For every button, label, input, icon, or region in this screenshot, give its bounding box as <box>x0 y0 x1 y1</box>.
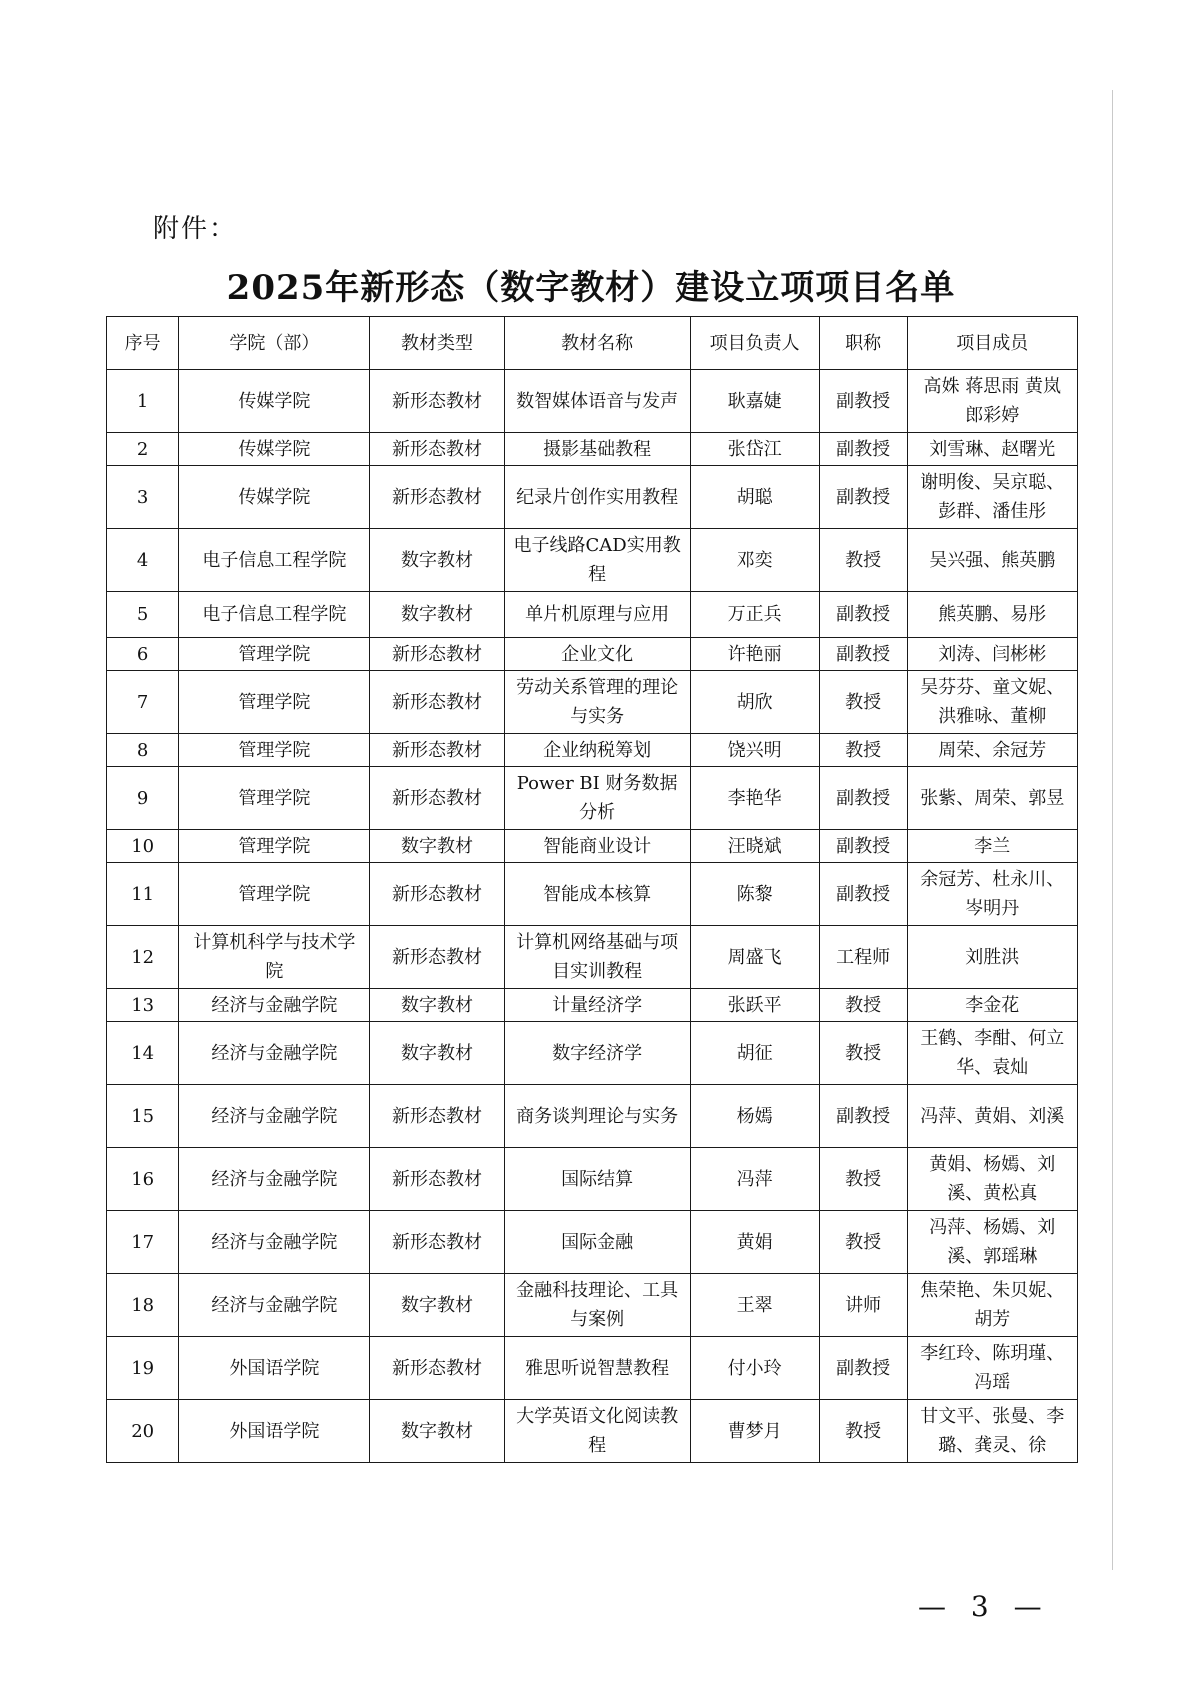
cell-job-title: 教授 <box>819 1022 907 1085</box>
table-row <box>107 1274 1078 1337</box>
cell-material-type: 新形态教材 <box>370 1211 504 1274</box>
cell-project-members: 张紫、周荣、郭昱 <box>907 767 1077 830</box>
cell-job-title: 副教授 <box>819 1337 907 1400</box>
cell-project-members: 李兰 <box>907 830 1077 863</box>
cell-project-leader: 李艳华 <box>690 767 819 830</box>
table-row <box>107 1400 1078 1463</box>
cell-material-type: 新形态教材 <box>370 767 504 830</box>
table-row <box>107 767 1078 830</box>
table-row <box>107 1337 1078 1400</box>
cell-project-leader: 汪晓斌 <box>690 830 819 863</box>
cell-job-title: 副教授 <box>819 830 907 863</box>
cell-index: 20 <box>107 1400 179 1463</box>
cell-job-title: 教授 <box>819 989 907 1022</box>
cell-project-leader: 曹梦月 <box>690 1400 819 1463</box>
cell-material-name: 企业纳税筹划 <box>504 734 690 767</box>
cell-index: 17 <box>107 1211 179 1274</box>
cell-material-name: 计算机网络基础与项目实训教程 <box>504 926 690 989</box>
cell-material-type: 数字教材 <box>370 1022 504 1085</box>
cell-project-leader: 饶兴明 <box>690 734 819 767</box>
cell-project-leader: 黄娟 <box>690 1211 819 1274</box>
cell-material-name: 智能商业设计 <box>504 830 690 863</box>
table-row <box>107 830 1078 863</box>
cell-material-type: 新形态教材 <box>370 433 504 466</box>
table-row <box>107 1211 1078 1274</box>
table-body <box>107 370 1078 1463</box>
cell-college: 管理学院 <box>179 863 370 926</box>
cell-project-members: 李红玲、陈玥瑾、冯瑶 <box>907 1337 1077 1400</box>
cell-index: 15 <box>107 1085 179 1148</box>
cell-material-type: 新形态教材 <box>370 370 504 433</box>
table-row <box>107 370 1078 433</box>
cell-project-members: 周荣、余冠芳 <box>907 734 1077 767</box>
cell-project-members: 熊英鹏、易彤 <box>907 592 1077 638</box>
cell-material-type: 数字教材 <box>370 1400 504 1463</box>
cell-project-members: 冯萍、杨嫣、刘溪、郭瑶琳 <box>907 1211 1077 1274</box>
cell-college: 外国语学院 <box>179 1337 370 1400</box>
cell-index: 8 <box>107 734 179 767</box>
cell-material-name: Power BI 财务数据分析 <box>504 767 690 830</box>
attachment-label: 附件： <box>153 214 238 244</box>
cell-project-members: 李金花 <box>907 989 1077 1022</box>
cell-index: 2 <box>107 433 179 466</box>
cell-material-type: 数字教材 <box>370 1274 504 1337</box>
cell-college: 管理学院 <box>179 767 370 830</box>
table-row <box>107 863 1078 926</box>
cell-material-type: 新形态教材 <box>370 1085 504 1148</box>
cell-index: 19 <box>107 1337 179 1400</box>
cell-index: 12 <box>107 926 179 989</box>
cell-project-leader: 冯萍 <box>690 1148 819 1211</box>
cell-project-members: 高姝 蒋思雨 黄岚 郎彩婷 <box>907 370 1077 433</box>
table-row <box>107 1022 1078 1085</box>
cell-index: 14 <box>107 1022 179 1085</box>
cell-job-title: 讲师 <box>819 1274 907 1337</box>
cell-material-name: 数字经济学 <box>504 1022 690 1085</box>
cell-project-leader: 陈黎 <box>690 863 819 926</box>
cell-index: 7 <box>107 671 179 734</box>
cell-project-members: 余冠芳、杜永川、岑明丹 <box>907 863 1077 926</box>
cell-college: 电子信息工程学院 <box>179 592 370 638</box>
cell-job-title: 副教授 <box>819 767 907 830</box>
table-row <box>107 989 1078 1022</box>
cell-job-title: 副教授 <box>819 638 907 671</box>
cell-material-name: 计量经济学 <box>504 989 690 1022</box>
cell-material-name: 摄影基础教程 <box>504 433 690 466</box>
header-material-name: 教材名称 <box>504 317 690 370</box>
header-index: 序号 <box>107 317 179 370</box>
table-header-row <box>107 317 1078 370</box>
cell-index: 9 <box>107 767 179 830</box>
cell-material-name: 纪录片创作实用教程 <box>504 466 690 529</box>
cell-college: 管理学院 <box>179 830 370 863</box>
cell-job-title: 工程师 <box>819 926 907 989</box>
cell-job-title: 教授 <box>819 1211 907 1274</box>
cell-project-leader: 胡聪 <box>690 466 819 529</box>
cell-project-members: 冯萍、黄娟、刘溪 <box>907 1085 1077 1148</box>
cell-job-title: 副教授 <box>819 863 907 926</box>
cell-project-members: 刘胜洪 <box>907 926 1077 989</box>
table-row <box>107 1148 1078 1211</box>
cell-material-type: 数字教材 <box>370 989 504 1022</box>
table-row <box>107 926 1078 989</box>
cell-material-name: 数智媒体语音与发声 <box>504 370 690 433</box>
cell-material-type: 新形态教材 <box>370 734 504 767</box>
cell-job-title: 教授 <box>819 671 907 734</box>
cell-index: 13 <box>107 989 179 1022</box>
cell-project-leader: 付小玲 <box>690 1337 819 1400</box>
cell-material-name: 劳动关系管理的理论与实务 <box>504 671 690 734</box>
cell-index: 11 <box>107 863 179 926</box>
header-material-type: 教材类型 <box>370 317 504 370</box>
document-title: 2025年新形态（数字教材）建设立项项目名单 <box>226 268 956 308</box>
cell-project-leader: 胡欣 <box>690 671 819 734</box>
cell-index: 5 <box>107 592 179 638</box>
cell-job-title: 教授 <box>819 529 907 592</box>
cell-college: 传媒学院 <box>179 466 370 529</box>
cell-index: 18 <box>107 1274 179 1337</box>
cell-material-name: 国际结算 <box>504 1148 690 1211</box>
cell-college: 经济与金融学院 <box>179 1148 370 1211</box>
cell-material-type: 新形态教材 <box>370 638 504 671</box>
header-project-members: 项目成员 <box>907 317 1077 370</box>
cell-college: 传媒学院 <box>179 433 370 466</box>
cell-college: 计算机科学与技术学院 <box>179 926 370 989</box>
cell-project-leader: 邓奕 <box>690 529 819 592</box>
cell-project-leader: 许艳丽 <box>690 638 819 671</box>
table-row <box>107 529 1078 592</box>
cell-job-title: 副教授 <box>819 370 907 433</box>
cell-material-name: 雅思听说智慧教程 <box>504 1337 690 1400</box>
cell-college: 经济与金融学院 <box>179 1274 370 1337</box>
table-row <box>107 433 1078 466</box>
cell-project-leader: 万正兵 <box>690 592 819 638</box>
cell-index: 3 <box>107 466 179 529</box>
cell-material-name: 大学英语文化阅读教程 <box>504 1400 690 1463</box>
cell-college: 经济与金融学院 <box>179 1022 370 1085</box>
cell-college: 电子信息工程学院 <box>179 529 370 592</box>
cell-project-members: 吴兴强、熊英鹏 <box>907 529 1077 592</box>
page-edge-line <box>1112 90 1113 1570</box>
cell-project-leader: 张跃平 <box>690 989 819 1022</box>
cell-job-title: 副教授 <box>819 1085 907 1148</box>
cell-college: 管理学院 <box>179 671 370 734</box>
cell-material-type: 新形态教材 <box>370 671 504 734</box>
cell-project-members: 甘文平、张曼、李璐、龚灵、徐 <box>907 1400 1077 1463</box>
cell-material-name: 企业文化 <box>504 638 690 671</box>
cell-project-leader: 杨嫣 <box>690 1085 819 1148</box>
cell-index: 4 <box>107 529 179 592</box>
cell-project-leader: 耿嘉婕 <box>690 370 819 433</box>
cell-material-type: 数字教材 <box>370 830 504 863</box>
cell-project-members: 焦荣艳、朱贝妮、胡芳 <box>907 1274 1077 1337</box>
cell-material-type: 新形态教材 <box>370 466 504 529</box>
table-row <box>107 592 1078 638</box>
cell-material-type: 数字教材 <box>370 592 504 638</box>
page-number: — 3 — <box>918 1590 1050 1623</box>
cell-project-members: 吴芬芬、童文妮、洪雅咏、董柳 <box>907 671 1077 734</box>
cell-material-type: 数字教材 <box>370 529 504 592</box>
cell-material-name: 单片机原理与应用 <box>504 592 690 638</box>
cell-material-type: 新形态教材 <box>370 1337 504 1400</box>
cell-job-title: 副教授 <box>819 466 907 529</box>
table-row <box>107 734 1078 767</box>
header-college: 学院（部） <box>179 317 370 370</box>
cell-project-leader: 张岱江 <box>690 433 819 466</box>
cell-material-name: 国际金融 <box>504 1211 690 1274</box>
cell-project-leader: 胡征 <box>690 1022 819 1085</box>
project-list-table <box>106 316 1078 1463</box>
cell-college: 经济与金融学院 <box>179 989 370 1022</box>
cell-material-type: 新形态教材 <box>370 1148 504 1211</box>
cell-job-title: 副教授 <box>819 592 907 638</box>
cell-index: 10 <box>107 830 179 863</box>
cell-project-members: 黄娟、杨嫣、刘溪、黄松真 <box>907 1148 1077 1211</box>
cell-college: 传媒学院 <box>179 370 370 433</box>
table-row <box>107 638 1078 671</box>
cell-project-leader: 王翠 <box>690 1274 819 1337</box>
table-row <box>107 671 1078 734</box>
cell-index: 6 <box>107 638 179 671</box>
cell-job-title: 教授 <box>819 734 907 767</box>
cell-material-type: 新形态教材 <box>370 863 504 926</box>
cell-material-type: 新形态教材 <box>370 926 504 989</box>
cell-project-members: 谢明俊、吴京聪、彭群、潘佳彤 <box>907 466 1077 529</box>
cell-college: 管理学院 <box>179 734 370 767</box>
cell-college: 经济与金融学院 <box>179 1085 370 1148</box>
header-project-leader: 项目负责人 <box>690 317 819 370</box>
cell-job-title: 副教授 <box>819 433 907 466</box>
cell-college: 经济与金融学院 <box>179 1211 370 1274</box>
cell-material-name: 智能成本核算 <box>504 863 690 926</box>
cell-material-name: 金融科技理论、工具与案例 <box>504 1274 690 1337</box>
table-row <box>107 1085 1078 1148</box>
cell-index: 16 <box>107 1148 179 1211</box>
cell-project-members: 刘涛、闫彬彬 <box>907 638 1077 671</box>
cell-material-name: 商务谈判理论与实务 <box>504 1085 690 1148</box>
cell-job-title: 教授 <box>819 1148 907 1211</box>
cell-college: 管理学院 <box>179 638 370 671</box>
table-row <box>107 466 1078 529</box>
cell-project-leader: 周盛飞 <box>690 926 819 989</box>
cell-project-members: 王鹤、李酣、何立华、袁灿 <box>907 1022 1077 1085</box>
cell-project-members: 刘雪琳、赵曙光 <box>907 433 1077 466</box>
cell-job-title: 教授 <box>819 1400 907 1463</box>
header-job-title: 职称 <box>819 317 907 370</box>
cell-college: 外国语学院 <box>179 1400 370 1463</box>
cell-material-name: 电子线路CAD实用教程 <box>504 529 690 592</box>
cell-index: 1 <box>107 370 179 433</box>
